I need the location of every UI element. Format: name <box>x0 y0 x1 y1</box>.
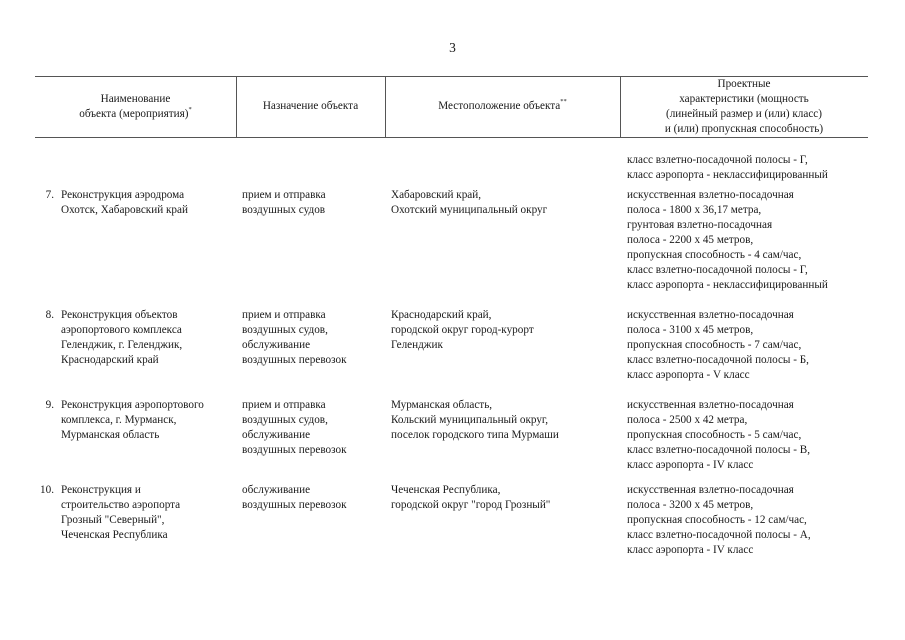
row-number: 8. <box>45 309 54 321</box>
row-purpose: обслуживание воздушных перевозок <box>242 484 347 511</box>
row-number: 7. <box>45 189 54 201</box>
header-purpose-text: Назначение объекта <box>262 100 359 112</box>
continuation-characteristics: класс взлетно-посадочной полосы - Г, класс аэропорта - неклассифицированный <box>627 154 828 181</box>
row-name: Реконструкция аэропортового комплекса, г. Мурманск, Мурманская область <box>61 399 204 441</box>
row-characteristics: искусственная взлетно-посадочная полоса - 3200 x 45 метров, пропускная способность - 12 сам/час, класс взлетно-посадочной полосы - А, класс аэропорта - IV класс <box>627 484 811 556</box>
header-name-text: Наименование объекта (мероприятия) <box>79 92 189 120</box>
header-characteristics-text: Проектные характеристики (мощность (линейный размер и (или) класс) и (или) пропускная способность) <box>664 77 824 135</box>
header-location-text: Местоположение объекта <box>438 100 561 112</box>
row-characteristics: искусственная взлетно-посадочная полоса - 3100 x 45 метров, пропускная способность - 7 сам/час, класс взлетно-посадочной полосы - Б, класс аэропорта - V класс <box>627 309 809 381</box>
row-name: Реконструкция аэродрома Охотск, Хабаровский край <box>61 189 188 216</box>
footnote-mark: * <box>188 105 192 113</box>
row-name: Реконструкция и строительство аэропорта Грозный "Северный", Чеченская Республика <box>61 484 181 541</box>
row-name: Реконструкция объектов аэропортового комплекса Геленджик, г. Геленджик, Краснодарский край <box>61 309 183 366</box>
row-location: Краснодарский край, городской округ город-курорт Геленджик <box>391 309 534 351</box>
row-location: Мурманская область, Кольский муниципальный округ, поселок городского типа Мурмаши <box>391 399 559 441</box>
row-purpose: прием и отправка воздушных судов, обслуживание воздушных перевозок <box>242 309 347 366</box>
header-purpose <box>236 76 385 137</box>
row-characteristics: искусственная взлетно-посадочная полоса - 2500 x 42 метра, пропускная способность - 5 сам/час, класс взлетно-посадочной полосы - В, класс аэропорта - IV класс <box>627 399 811 471</box>
row-characteristics: искусственная взлетно-посадочная полоса - 1800 x 36,17 метра, грунтовая взлетно-посадочная полоса - 2200 x 45 метров, пропускная способность - 4 сам/час, класс взлетно-посадочной полосы - Г, класс аэропорта - неклассифицированный <box>627 189 828 291</box>
row-purpose: прием и отправка воздушных судов, обслуживание воздушных перевозок <box>242 399 347 456</box>
row-location: Хабаровский край, Охотский муниципальный округ <box>391 189 548 216</box>
row-location: Чеченская Республика, городской округ "город Грозный" <box>391 484 551 511</box>
row-number: 10. <box>40 484 54 496</box>
row-purpose: прием и отправка воздушных судов <box>242 189 326 216</box>
header-characteristics <box>620 76 868 137</box>
page-number: 3 <box>449 40 456 55</box>
row-number: 9. <box>45 399 54 411</box>
header-location <box>385 76 620 137</box>
table-header-bottom-rule <box>35 137 868 138</box>
footnote-mark: ** <box>560 98 567 105</box>
header-name <box>35 76 236 137</box>
